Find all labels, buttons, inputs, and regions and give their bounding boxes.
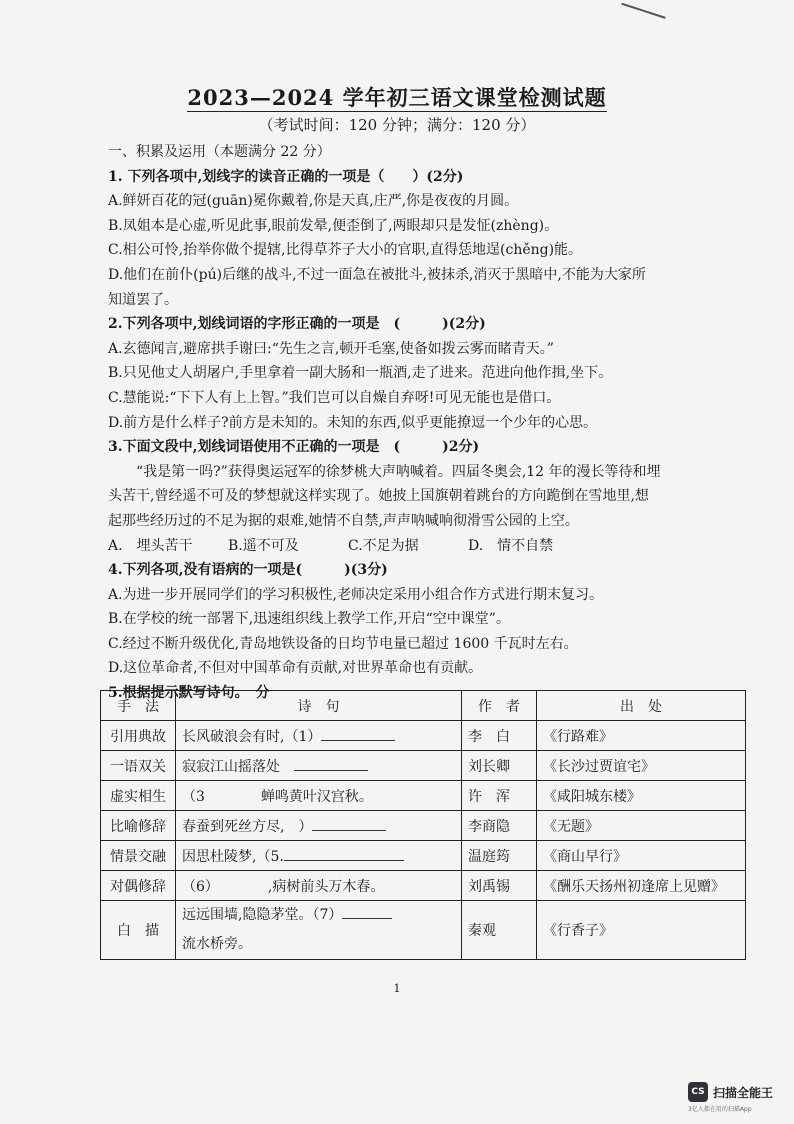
table-row [101,811,746,841]
q2-option-a: A.玄德闻言,避席拱手谢曰:“先生之言,顿开毛塞,使备如拨云雾而睹青天。” [108,340,554,357]
answer-blank[interactable] [342,906,392,919]
page-title: 2023—2024 学年初三语文课堂检测试题 [187,85,607,110]
cell-verse: 因思杜陵梦,（5. [176,841,462,871]
brand-tagline: 3亿人都在用的扫描App [688,1106,752,1113]
table-row [101,751,746,781]
section-heading: 一、积累及运用（本题满分 22 分） [108,144,331,160]
cell-author: 李商隐 [462,811,537,841]
cell-verse: 长风破浪会有时,（1） [176,721,462,751]
q3-passage-line-3: 起那些经历过的不足为据的艰难,她情不自禁,声声呐喊响彻滑雪公园的上空。 [108,512,579,529]
q4-option-c: C.经过不断升级优化,青岛地铁设备的日均节电量已超过 1600 千瓦时左右。 [108,635,578,652]
cell-author: 温庭筠 [462,841,537,871]
cell-verse: （3 蝉鸣黄叶汉宫秋。 [176,781,462,811]
q3-option-b: B.遥不可及 [228,537,299,554]
q1-option-a: A.鲜妍百花的冠(guān)冕你戴着,你是天真,庄严,你是夜夜的月圆。 [108,193,519,210]
cell-author: 许 浑 [462,781,537,811]
header-author: 作 者 [462,691,537,721]
question-3: 3.下面文段中,划线词语使用不正确的一项是 ( )2分) [108,439,480,456]
poetry-table [100,690,746,960]
header-technique: 手 法 [101,691,176,721]
table-row [101,841,746,871]
q3-option-c: C.不足为据 [348,537,419,554]
header-source: 出 处 [537,691,746,721]
q1-option-b: B.凤姐本是心虚,听见此事,眼前发晕,便歪倒了,两眼却只是发怔(zhèng)。 [108,217,559,234]
table-header-row [101,691,746,721]
cell-source: 《行香子》 [537,901,746,960]
cell-source: 《无题》 [537,811,746,841]
cell-source: 《行路难》 [537,721,746,751]
cell-technique: 引用典故 [101,721,176,751]
cell-verse: 春蚕到死丝方尽, ） [176,811,462,841]
q3-passage-line-2: 头苦干,曾经遥不可及的梦想就这样实现了。她披上国旗朝着跳台的方向跪倒在雪地里,想 [108,488,649,505]
answer-blank[interactable] [294,758,368,771]
cell-verse: 远远围墙,隐隐茅堂。（7） 流水桥旁。 [176,901,462,960]
q3-option-a: A. 埋头苦干 [108,537,193,554]
scanner-watermark [688,1082,773,1102]
question-2: 2.下列各项中,划线词语的字形正确的一项是 ( )(2分) [108,316,486,333]
q1-option-d-cont: 知道罢了。 [108,291,178,308]
answer-blank[interactable] [312,818,386,831]
page-number: 1 [393,982,401,995]
question-1: 1. 下列各项中,划线字的读音正确的一项是（ ）(2分) [108,168,464,185]
cell-source: 《酬乐天扬州初逢席上见赠》 [537,871,746,901]
q3-option-d: D. 情不自禁 [468,537,554,554]
table-row [101,901,746,960]
question-5: 5.根据提示默写诗句。 分 [108,685,270,702]
cell-technique: 白 描 [101,901,176,960]
table-row [101,781,746,811]
answer-blank[interactable] [321,728,395,741]
cell-verse: 寂寂江山摇落处 [176,751,462,781]
q1-option-c: C.相公可怜,抬举你做个提辖,比得草芥子大小的官职,直得恁地逞(chěng)能。 [108,242,583,259]
cell-author: 刘禹锡 [462,871,537,901]
brand-name: 扫描全能王 [713,1085,774,1100]
q3-options [108,534,734,559]
table-row [101,871,746,901]
corner-pen-mark [621,0,668,19]
cell-technique: 情景交融 [101,841,176,871]
cell-author: 刘长卿 [462,751,537,781]
cell-author: 秦观 [462,901,537,960]
q2-option-c: C.慧能说:“下下人有上上智。”我们岂可以自燥自弃呀!可见无能也是借口。 [108,389,561,406]
answer-blank[interactable] [284,848,404,861]
q2-option-d: D.前方是什么样子?前方是未知的。未知的东西,似乎更能撩逗一个少年的心思。 [108,414,598,431]
q4-option-d: D.这位革命者,不但对中国革命有贡献,对世界革命也有贡献。 [108,660,483,677]
cell-verse: （6） ,病树前头万木春。 [176,871,462,901]
q3-passage-line-1: “我是第一吗?”获得奥运冠军的徐梦桃大声呐喊着。四届冬奥会,12 年的漫长等待和埋 [136,463,661,480]
camscanner-logo-icon: CS [688,1082,708,1102]
questions-body [108,140,734,706]
q4-option-a: A.为进一步开展同学们的学习积极性,老师决定采用小组合作方式进行期末复习。 [108,586,604,603]
header-verse: 诗 句 [176,691,462,721]
cell-technique: 对偶修辞 [101,871,176,901]
cell-technique: 一语双关 [101,751,176,781]
q4-option-b: B.在学校的统一部署下,迅速组织线上教学工作,开启“空中课堂”。 [108,611,510,628]
question-4: 4.下列各项,没有语病的一项是( )(3分) [108,562,388,579]
cell-source: 《商山早行》 [537,841,746,871]
cell-technique: 比喻修辞 [101,811,176,841]
q1-option-d: D.他们在前仆(pú)后继的战斗,不过一面急在被批斗,被抹杀,消灭于黑暗中,不能为大家所 [108,266,646,283]
cell-source: 《咸阳城东楼》 [537,781,746,811]
page-subtitle: （考试时间：120 分钟；满分：120 分） [258,116,536,134]
cell-technique: 虚实相生 [101,781,176,811]
cell-author: 李 白 [462,721,537,751]
cell-source: 《长沙过贾谊宅》 [537,751,746,781]
table-row [101,721,746,751]
q2-option-b: B.只见他丈人胡屠户,手里拿着一副大肠和一瓶酒,走了进来。范进向他作揖,坐下。 [108,365,613,382]
